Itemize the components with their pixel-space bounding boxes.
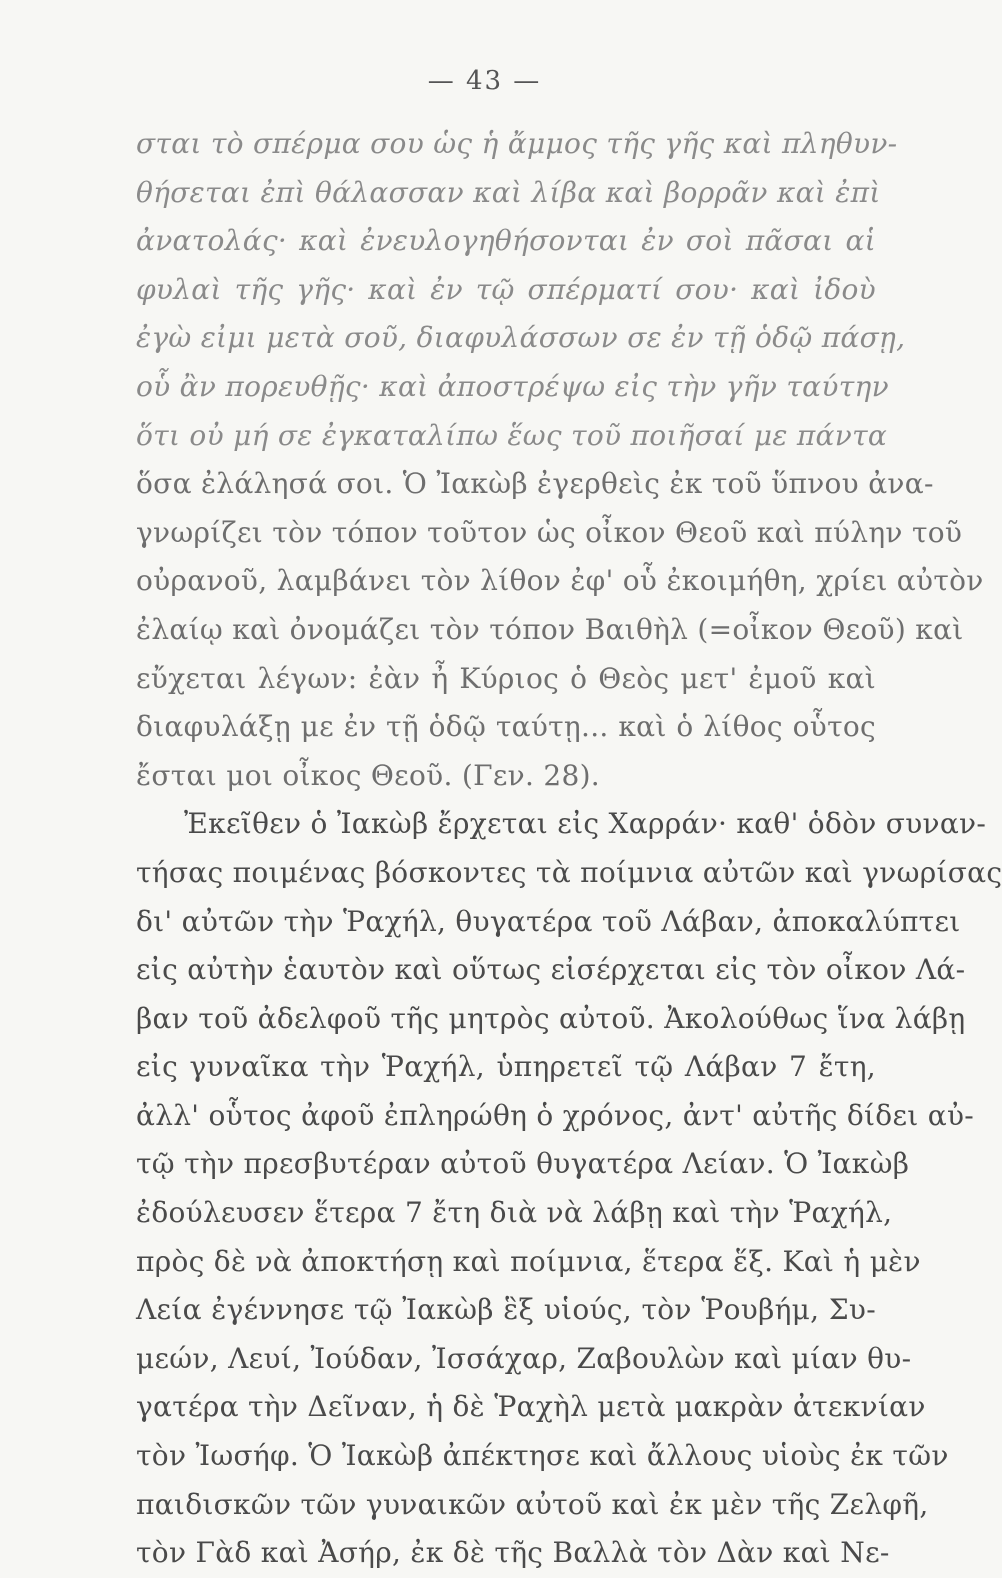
text-line: Ἐκεῖθεν ὁ Ἰακὼβ ἔρχεται εἰς Χαρράν· καθ' ὁδὸν συναν-: [184, 807, 987, 841]
text-line: τήσας ποιμένας βόσκοντες τὰ ποίμνια αὐτῶν καὶ γνωρίσας: [136, 855, 1002, 889]
text-line: ἐλαίῳ καὶ ὀνομάζει τὸν τόπον Βαιθὴλ (=οἶκον Θεοῦ) καὶ: [136, 612, 964, 646]
text-line: τὸν Γὰδ καὶ Ἀσήρ, ἐκ δὲ τῆς Βαλλὰ τὸν Δὰν καὶ Νε-: [136, 1536, 890, 1570]
body-text: [136, 120, 1002, 1578]
text-line: ὅσα ἐλάλησά σοι. Ὁ Ἰακὼβ ἐγερθεὶς ἐκ τοῦ ὕπνου ἀνα-: [136, 467, 934, 501]
text-line: τῷ τὴν πρεσβυτέραν αὐτοῦ θυγατέρα Λείαν. Ὁ Ἰακὼβ: [136, 1147, 910, 1181]
text-line: θήσεται ἐπὶ θάλασσαν καὶ λίβα καὶ βορρᾶν καὶ ἐπὶ: [136, 175, 881, 209]
text-line: οὗ ἂν πορευθῇς· καὶ ἀποστρέψω εἰς τὴν γῆν ταύτην: [136, 369, 889, 403]
text-line: ὅτι οὐ μή σε ἐγκαταλίπω ἕως τοῦ ποιῆσαί με πάντα: [136, 418, 888, 452]
page-number: — 43 —: [427, 66, 542, 96]
text-line: βαν τοῦ ἀδελφοῦ τῆς μητρὸς αὐτοῦ. Ἀκολούθως ἵνα λάβῃ: [136, 1001, 966, 1035]
text-line: μεών, Λευί, Ἰούδαν, Ἰσσάχαρ, Ζαβουλὼν καὶ μίαν θυ-: [136, 1341, 912, 1375]
text-line: γατέρα τὴν Δεῖναν, ἡ δὲ Ῥαχὴλ μετὰ μακρὰν ἀτεκνίαν: [136, 1390, 926, 1424]
text-line: δι' αὐτῶν τὴν Ῥαχήλ, θυγατέρα τοῦ Λάβαν, ἀποκαλύπτει: [136, 904, 961, 938]
text-line: παιδισκῶν τῶν γυναικῶν αὐτοῦ καὶ ἐκ μὲν τῆς Ζελφῆ,: [136, 1487, 929, 1521]
text-line: ἐδούλευσεν ἕτερα 7 ἔτη διὰ νὰ λάβῃ καὶ τὴν Ῥαχήλ,: [136, 1196, 893, 1230]
text-line: πρὸς δὲ νὰ ἀποκτήσῃ καὶ ποίμνια, ἕτερα ἕξ. Καὶ ἡ μὲν: [136, 1244, 921, 1278]
text-line: σται τὸ σπέρμα σου ὡς ἡ ἄμμος τῆς γῆς καὶ πληθυν-: [136, 127, 898, 160]
text-line: διαφυλάξῃ με ἐν τῇ ὁδῷ ταύτῃ... καὶ ὁ λίθος οὗτος: [136, 710, 876, 744]
text-line: ἀνατολάς· καὶ ἐνευλογηθήσονται ἐν σοὶ πᾶσαι αἱ: [136, 224, 876, 258]
text-line: γνωρίζει τὸν τόπον τοῦτον ὡς οἶκον Θεοῦ καὶ πύλην τοῦ: [136, 515, 963, 549]
text-line: οὐρανοῦ, λαμβάνει τὸν λίθον ἐφ' οὗ ἐκοιμήθη, χρίει αὐτὸν: [136, 564, 984, 598]
text-line: εἰς αὐτὴν ἑαυτὸν καὶ οὕτως εἰσέρχεται εἰς τὸν οἶκον Λά-: [136, 953, 966, 987]
text-line: εὔχεται λέγων: ἐὰν ἦ Κύριος ὁ Θεὸς μετ' ἐμοῦ καὶ: [136, 661, 876, 695]
text-line: ἐγὼ εἰμι μετὰ σοῦ, διαφυλάσσων σε ἐν τῇ ὁδῷ πάσῃ,: [136, 321, 906, 355]
text-line: ἀλλ' οὗτος ἀφοῦ ἐπληρώθη ὁ χρόνος, ἀντ' αὐτῆς δίδει αὐ-: [136, 1098, 975, 1132]
text-line: φυλαὶ τῆς γῆς· καὶ ἐν τῷ σπέρματί σου· καὶ ἰδοὺ: [136, 272, 876, 306]
text-line: Λεία ἐγέννησε τῷ Ἰακὼβ ἓξ υἱούς, τὸν Ῥουβήμ, Συ-: [136, 1293, 876, 1327]
text-line: τὸν Ἰωσήφ. Ὁ Ἰακὼβ ἀπέκτησε καὶ ἄλλους υἱοὺς ἐκ τῶν: [136, 1439, 949, 1473]
text-line: εἰς γυναῖκα τὴν Ῥαχήλ, ὑπηρετεῖ τῷ Λάβαν 7 ἔτη,: [136, 1050, 876, 1084]
text-line: ἔσται μοι οἶκος Θεοῦ. (Γεν. 28).: [136, 758, 600, 792]
